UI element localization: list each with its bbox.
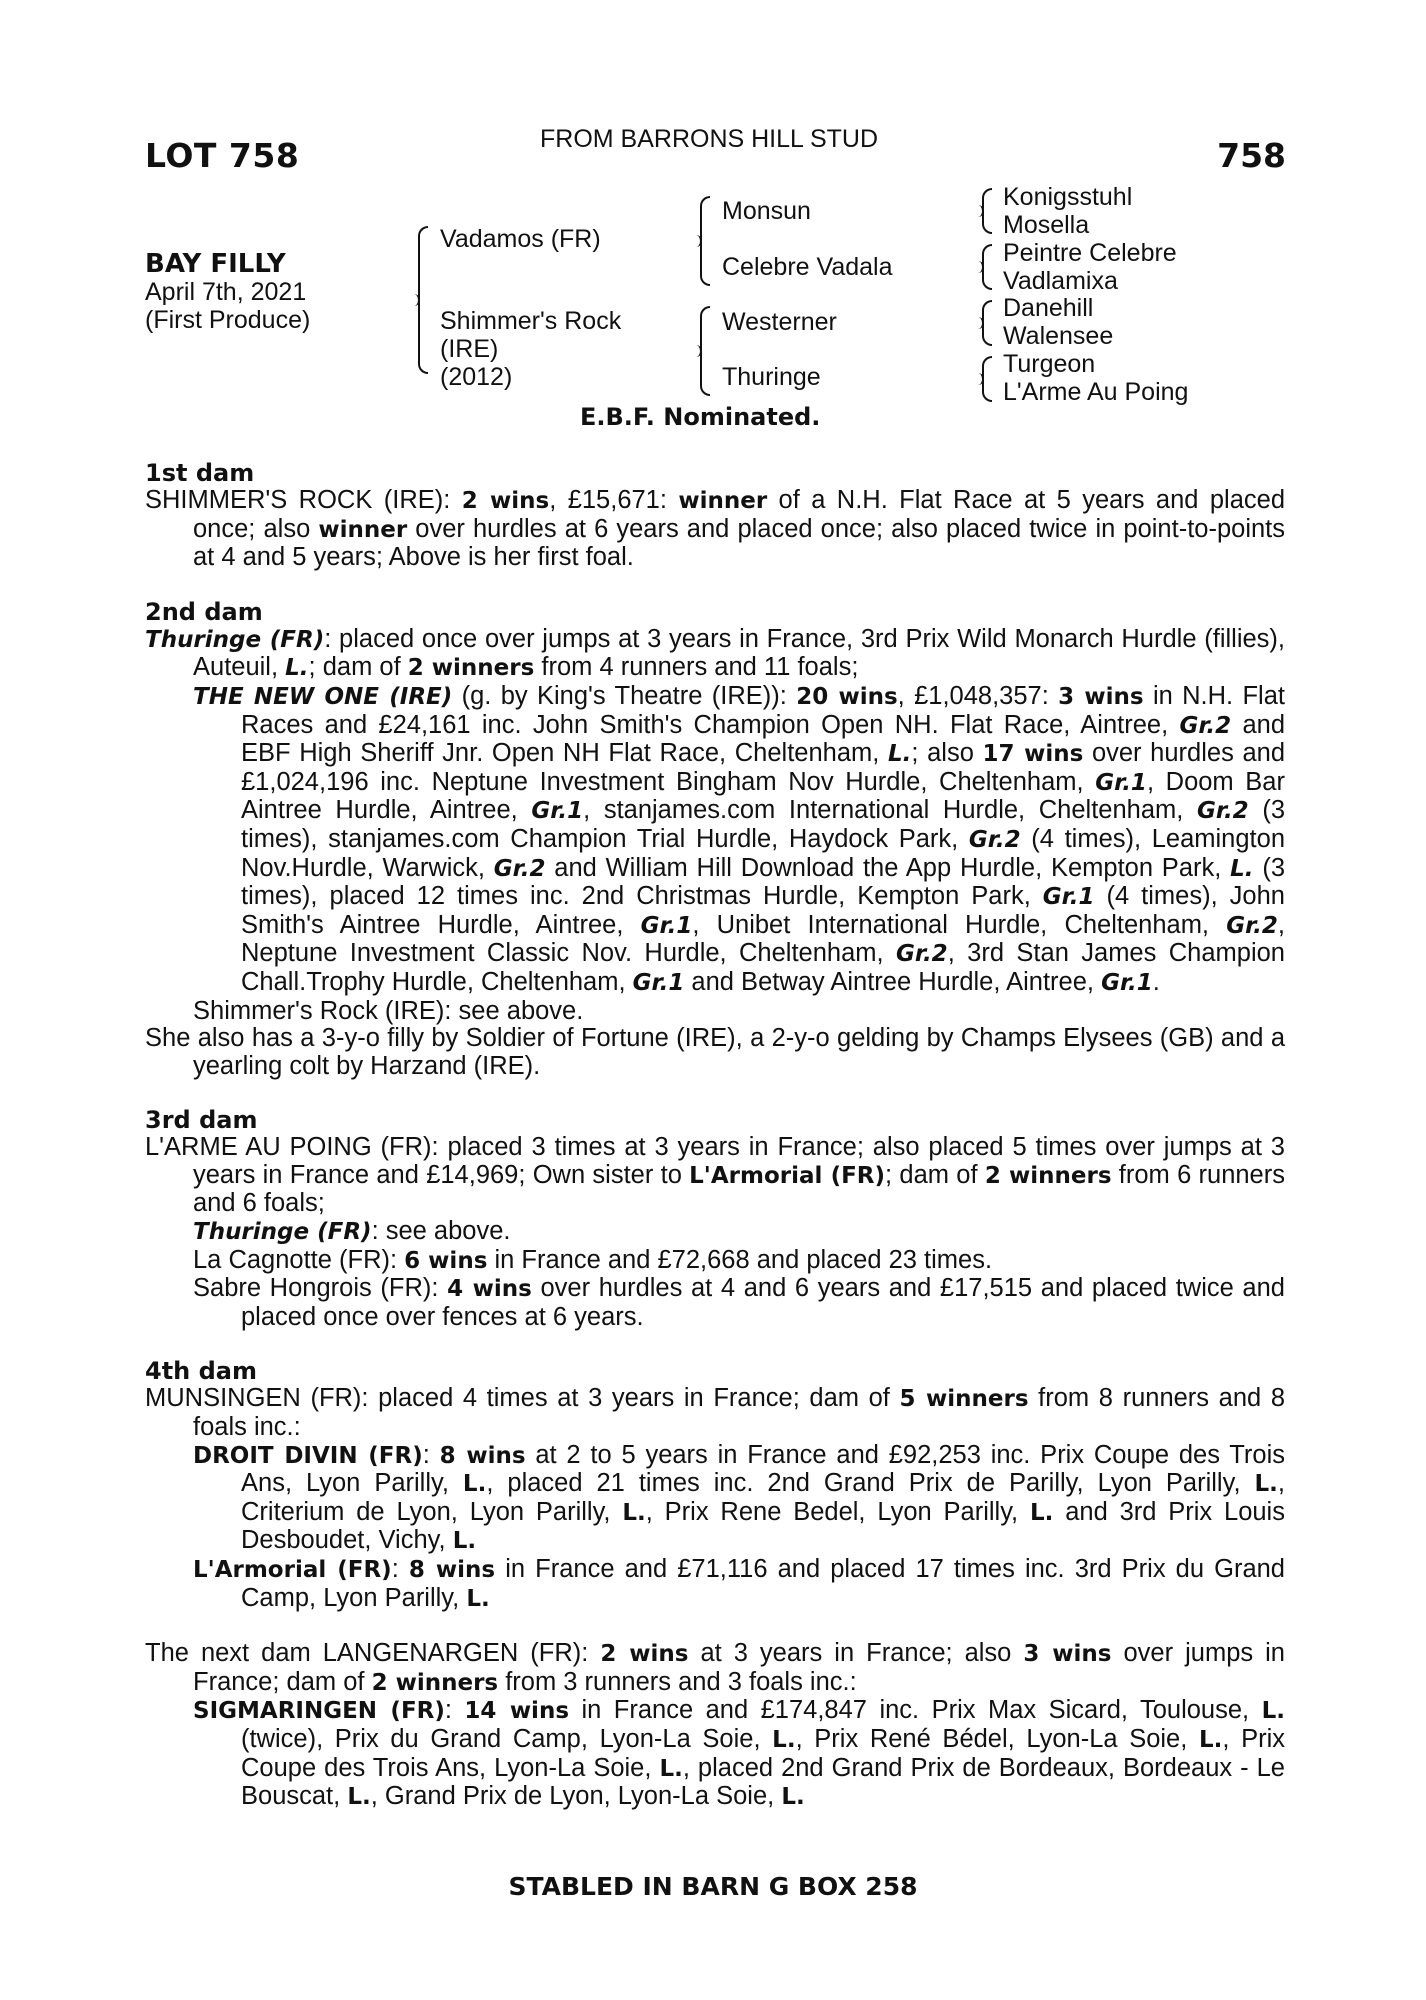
text-run: over hurdles and £1,024,196 inc. Neptune Investment Bingham Nov Hurdle, Cheltenham, (241, 739, 1285, 796)
text-run: : (391, 1555, 409, 1583)
emphasis-text: 20 wins (796, 683, 898, 710)
emphasis-text: L. (781, 1784, 805, 1811)
section-title: 3rd dam (145, 1106, 258, 1135)
dam-section (145, 1640, 1285, 1812)
pedigree-g3-6: Turgeon (1003, 350, 1096, 378)
pedigree-brace-g3-1 (982, 188, 992, 234)
pedigree-dam-country: (IRE) (440, 335, 499, 363)
pedigree-g3-2: Peintre Celebre (1003, 239, 1177, 267)
emphasis-text: 5 winners (899, 1386, 1029, 1413)
text-run: She also has a 3-y-o filly by Soldier of Fortune (IRE), a 2-y-o gelding by Champs Elysees (GB) and a yearling colt by Harzand (IRE). (145, 1024, 1285, 1080)
emphasis-text: L. (1230, 855, 1254, 882)
text-run: , Grand Prix de Lyon, Lyon-La Soie, (370, 1782, 782, 1811)
text-run: , Prix Coupe des Trois Ans, Lyon-La Soie, (241, 1724, 1285, 1782)
pedigree-sire-sire: Monsun (722, 197, 811, 225)
text-run: (twice), Prix du Grand Camp, Lyon-La Soie, (241, 1724, 773, 1753)
text-run: , stanjames.com International Hurdle, Cheltenham, (583, 796, 1197, 825)
emphasis-text: 17 wins (982, 741, 1084, 768)
dam-entry (145, 1640, 1285, 1697)
emphasis-text: 8 wins (439, 1442, 526, 1469)
dam-section (145, 1107, 1285, 1331)
pedigree-brace-dam (700, 306, 710, 396)
emphasis-text: Gr.2 (1179, 712, 1232, 739)
text-run: , placed 2nd Grand Prix de Bordeaux, Bordeaux - Le Bouscat, (241, 1753, 1285, 1811)
emphasis-text: 6 wins (404, 1247, 488, 1274)
pedigree-g3-7: L'Arme Au Poing (1003, 378, 1189, 406)
text-run: SHIMMER'S ROCK (IRE): (145, 486, 462, 514)
emphasis-text: Gr.1 (640, 912, 693, 939)
text-run: in France and £174,847 inc. Prix Max Sicard, Toulouse, (569, 1696, 1262, 1725)
pedigree-brace-main (418, 226, 428, 374)
emphasis-text: L. (1254, 1471, 1278, 1498)
emphasis-text: Gr.2 (493, 855, 546, 882)
emphasis-text: Gr.1 (1042, 884, 1095, 911)
text-run: , Doom Bar Aintree Hurdle, Aintree, (241, 767, 1285, 825)
text-run: ; also (911, 739, 983, 768)
pedigree-g3-5: Walensee (1003, 322, 1114, 350)
text-run: at 2 to 5 years in France and £92,253 inc. Prix Coupe des Trois Ans, Lyon Parilly, (241, 1440, 1285, 1498)
text-run: over hurdles at 4 and 6 years and £17,515 and placed twice and placed once over fences at 6 years. (241, 1274, 1285, 1331)
text-run: (g. by King's Theatre (IRE)): (452, 681, 797, 710)
ebf-nominated: E.B.F. Nominated. (580, 403, 821, 431)
lot-number: 758 (1217, 136, 1286, 175)
dam-entry (145, 1134, 1285, 1218)
lot-label: LOT 758 (145, 136, 300, 175)
emphasis-text: Gr.2 (968, 826, 1021, 853)
text-run: , £15,671: (549, 486, 679, 514)
emphasis-text: winner (678, 488, 768, 514)
text-run: in France and £72,668 and placed 23 times. (487, 1245, 993, 1274)
section-title: 2nd dam (145, 597, 263, 626)
text-run: from 3 runners and 3 foals inc.: (498, 1667, 857, 1696)
pedigree-dam-dam: Thuringe (722, 363, 821, 391)
produce-entry (193, 998, 1285, 1026)
produce-entry (193, 1218, 1285, 1247)
emphasis-text: L. (772, 1726, 796, 1753)
text-run: in France and £71,116 and placed 17 times inc. 3rd Prix du Grand Camp, Lyon Parilly, (241, 1555, 1285, 1612)
dam-sections (145, 460, 1285, 1839)
produce-entry (193, 1442, 1285, 1556)
section-title: 1st dam (145, 459, 255, 487)
text-run: , 3rd Stan James Champion Chall.Trophy Hurdle, Cheltenham, (241, 939, 1285, 996)
text-run: at 3 years in France; also (688, 1639, 1024, 1668)
emphasis-text: Gr.2 (1197, 798, 1249, 825)
text-run: The next dam LANGENARGEN (FR): (145, 1639, 601, 1668)
produce-note: (First Produce) (145, 306, 311, 334)
stabling-info: STABLED IN BARN G BOX 258 (508, 1872, 918, 1901)
pedigree-dam (440, 307, 621, 391)
dam-entry (145, 1025, 1285, 1080)
text-run: (4 times), Leamington Nov.Hurdle, Warwick, (241, 824, 1285, 882)
text-run: : (422, 1440, 440, 1469)
text-run: and Betway Aintree Hurdle, Aintree, (684, 967, 1102, 996)
text-run: Shimmer's Rock (IRE): see above. (193, 996, 584, 1025)
text-run: (3 times), stanjames.com Champion Trial Hurdle, Haydock Park, (241, 796, 1286, 853)
emphasis-text: L. (1261, 1698, 1285, 1725)
horse-info (145, 250, 310, 334)
emphasis-text: L. (462, 1471, 487, 1498)
produce-entry (193, 1697, 1285, 1811)
pedigree-brace-sire (700, 196, 710, 286)
emphasis-text: L'Armorial (FR) (689, 1162, 886, 1189)
pedigree-sire: Vadamos (FR) (440, 225, 601, 253)
emphasis-text: L. (622, 1499, 646, 1526)
emphasis-text: DROIT DIVIN (FR) (193, 1442, 423, 1469)
produce-entry (193, 1275, 1285, 1331)
text-run: and William Hill Download the App Hurdle, Kempton Park, (545, 853, 1231, 882)
emphasis-text: Thuringe (FR) (145, 626, 325, 653)
text-run: and 3rd Prix Louis Desboudet, Vichy, (241, 1497, 1285, 1555)
dam-section (145, 599, 1285, 1081)
emphasis-text: L. (347, 1784, 371, 1811)
text-run: in N.H. Flat Races and £24,161 inc. John Smith's Champion Open NH. Flat Race, Aintree, (241, 681, 1285, 739)
produce-entry (193, 1556, 1285, 1613)
text-run: , placed 21 times inc. 2nd Grand Prix de Parilly, Lyon Parilly, (486, 1469, 1255, 1498)
emphasis-text: 4 wins (447, 1276, 532, 1303)
consignor: FROM BARRONS HILL STUD (540, 125, 879, 153)
emphasis-text: Gr.1 (531, 798, 584, 825)
pedigree-brace-g3-4 (982, 356, 992, 402)
emphasis-text: 2 wins (461, 488, 550, 514)
pedigree-g3-4: Danehill (1003, 294, 1094, 322)
pedigree-g3-0: Konigsstuhl (1003, 183, 1133, 211)
emphasis-text: SIGMARINGEN (FR) (193, 1698, 445, 1725)
pedigree-dam-year: (2012) (440, 363, 513, 391)
emphasis-text: Gr.2 (896, 941, 948, 968)
horse-description: BAY FILLY (145, 249, 286, 279)
emphasis-text: L. (466, 1585, 490, 1612)
text-run: . (1152, 967, 1160, 996)
emphasis-text: 3 wins (1058, 683, 1144, 710)
text-run: : (444, 1696, 465, 1725)
text-run: ; dam of (308, 653, 408, 682)
emphasis-text: Gr.1 (1095, 769, 1147, 796)
dam-entry (145, 1385, 1285, 1441)
dam-entry (145, 626, 1285, 683)
emphasis-text: L. (1029, 1499, 1054, 1526)
emphasis-text: 14 wins (464, 1698, 570, 1725)
pedigree-brace-g3-3 (982, 300, 992, 346)
emphasis-text: 2 winners (407, 655, 535, 682)
dam-section (145, 1358, 1285, 1613)
foaling-date: April 7th, 2021 (145, 278, 307, 306)
text-run: , Prix Rene Bedel, Lyon Parilly, (645, 1497, 1030, 1526)
text-run: from 6 runners and 6 foals; (193, 1160, 1285, 1218)
emphasis-text: 3 wins (1023, 1641, 1112, 1668)
text-run: , Unibet International Hurdle, Cheltenham, (692, 910, 1227, 939)
pedigree-brace-g3-2 (982, 244, 992, 290)
pedigree-g3-1: Mosella (1003, 211, 1090, 239)
produce-entry (193, 1247, 1285, 1276)
emphasis-text: L'Armorial (FR) (193, 1557, 392, 1583)
text-run: from 8 runners and 8 foals inc.: (193, 1384, 1286, 1442)
text-run: (4 times), John Smith's Aintree Hurdle, Aintree, (241, 882, 1285, 939)
text-run: over hurdles at 6 years and placed once; also placed twice in point-to-points at 4 and 5 years; Above is her first foal. (193, 514, 1285, 572)
text-run: ; dam of (885, 1160, 985, 1189)
emphasis-text: winner (318, 516, 408, 543)
emphasis-text: Gr.1 (1101, 969, 1153, 996)
emphasis-text: L. (1198, 1726, 1223, 1753)
emphasis-text: THE NEW ONE (IRE) (193, 683, 453, 710)
dam-section (145, 460, 1285, 572)
pedigree-sire-dam: Celebre Vadala (722, 253, 893, 281)
produce-entry (193, 683, 1285, 998)
dam-entry (145, 487, 1285, 572)
emphasis-text: 2 winners (984, 1162, 1112, 1189)
text-run: : placed once over jumps at 3 years in France, 3rd Prix Wild Monarch Hurdle (fillies), Auteuil, (193, 624, 1285, 682)
text-run: over jumps in France; dam of (193, 1639, 1285, 1696)
text-run: and EBF High Sheriff Jnr. Open NH Flat Race, Cheltenham, (241, 710, 1285, 768)
pedigree-dam-sire: Westerner (722, 308, 837, 336)
emphasis-text: 8 wins (408, 1557, 496, 1583)
text-run: , Criterium de Lyon, Lyon Parilly, (241, 1469, 1286, 1526)
emphasis-text: Thuringe (FR) (193, 1219, 372, 1246)
text-run: : see above. (371, 1217, 511, 1246)
text-run: (3 times), placed 12 times inc. 2nd Christmas Hurdle, Kempton Park, (241, 853, 1285, 911)
text-run: L'ARME AU POING (FR): placed 3 times at 3 years in France; also placed 5 times over jumps at 3 years in France and £14,969; Own sister to (145, 1133, 1285, 1189)
text-run: , Neptune Investment Classic Nov. Hurdle, Cheltenham, (241, 910, 1285, 968)
emphasis-text: 2 winners (371, 1669, 499, 1696)
text-run: , £1,048,357: (897, 681, 1059, 710)
text-run: of a N.H. Flat Race at 5 years and placed once; also (193, 486, 1286, 543)
emphasis-text: L. (888, 741, 912, 768)
text-run: Sabre Hongrois (FR): (193, 1274, 448, 1303)
text-run: from 4 runners and 11 foals; (534, 653, 859, 682)
text-run: MUNSINGEN (FR): placed 4 times at 3 years in France; dam of (145, 1384, 900, 1413)
section-title: 4th dam (145, 1357, 257, 1386)
emphasis-text: L. (285, 655, 309, 682)
emphasis-text: Gr.1 (632, 969, 685, 996)
text-run: , Prix René Bédel, Lyon-La Soie, (795, 1724, 1199, 1753)
emphasis-text: L. (452, 1528, 477, 1555)
emphasis-text: L. (659, 1755, 683, 1782)
pedigree-g3-3: Vadlamixa (1003, 267, 1118, 295)
pedigree-dam-name: Shimmer's Rock (440, 307, 622, 335)
text-run: La Cagnotte (FR): (193, 1245, 405, 1274)
emphasis-text: Gr.2 (1226, 912, 1278, 939)
emphasis-text: 2 wins (600, 1641, 689, 1668)
